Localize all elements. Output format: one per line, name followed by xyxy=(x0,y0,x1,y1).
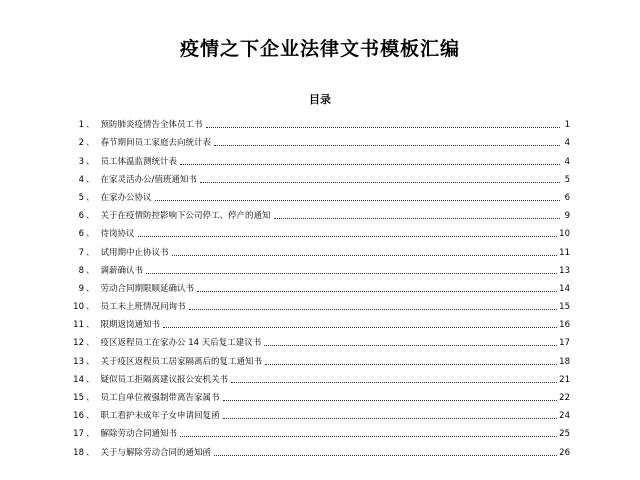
toc-entry-page-number: 14 xyxy=(559,283,570,294)
toc-entry-title: 试用期中止协议书 xyxy=(100,247,169,258)
toc-entry-leader xyxy=(223,400,558,401)
toc-entry-page-number: 11 xyxy=(559,247,570,258)
toc-entry-number: 18 xyxy=(73,447,84,458)
toc-entry-leader xyxy=(264,345,557,346)
toc-entry-page-number: 17 xyxy=(559,338,570,349)
toc-entry-separator: 、 xyxy=(86,302,95,313)
toc-entry-title: 疑似员工拒隔离建议报公安机关书 xyxy=(100,374,229,385)
toc-entry-title: 限期返岗通知书 xyxy=(100,320,161,331)
toc-entry-number: 9 xyxy=(78,283,84,294)
toc-entry-number: 11 xyxy=(73,320,84,331)
toc-entry-page-number: 5 xyxy=(564,174,570,185)
toc-entry[interactable] xyxy=(62,421,570,439)
toc-entry-title: 在家办公协议 xyxy=(100,192,152,203)
toc-entry-title: 劳动合同期限顺延确认书 xyxy=(100,283,195,294)
toc-entry[interactable] xyxy=(62,294,570,312)
toc-entry-number: 15 xyxy=(73,393,84,403)
toc-entry-separator: 、 xyxy=(86,338,95,349)
toc-entry-page-number: 4 xyxy=(564,138,570,149)
toc-entry-number: 6 xyxy=(78,229,84,240)
toc-entry-leader xyxy=(155,200,560,201)
toc-entry-title: 预防肺炎疫情告全体员工书 xyxy=(100,120,203,131)
toc-entry-leader xyxy=(146,273,557,274)
toc-entry-leader xyxy=(180,164,560,165)
toc-entry-leader xyxy=(206,127,560,128)
toc-entry-title: 解除劳动合同通知书 xyxy=(100,429,178,440)
toc-entry-separator: 、 xyxy=(86,320,95,331)
toc-entry-leader xyxy=(265,364,557,365)
toc-entry-leader xyxy=(138,236,558,237)
toc-entry-page-number: 9 xyxy=(564,211,570,222)
toc-entry-leader xyxy=(180,436,557,437)
toc-entry-number: 8 xyxy=(78,265,84,276)
toc-entry[interactable] xyxy=(62,439,570,457)
toc-entry-separator: 、 xyxy=(86,247,95,258)
toc-entry-number: 10 xyxy=(73,302,84,313)
toc-entry-page-number: 1 xyxy=(564,120,570,131)
toc-entry-separator: 、 xyxy=(86,374,95,385)
toc-entry-separator: 、 xyxy=(86,211,95,222)
toc-entry-page-number: 26 xyxy=(559,447,570,458)
toc-entry-title: 春节期间员工家庭去向统计表 xyxy=(100,138,212,149)
toc-entry[interactable] xyxy=(62,239,570,257)
toc-entry-leader xyxy=(214,145,560,146)
toc-entry-page-number: 13 xyxy=(559,265,570,276)
toc-entry-separator: 、 xyxy=(86,283,95,294)
toc-entry-number: 6 xyxy=(78,211,84,222)
toc-entry-page-number: 10 xyxy=(559,229,570,240)
toc-entry[interactable] xyxy=(62,148,570,166)
toc-entry[interactable] xyxy=(62,312,570,330)
toc-entry-page-number: 4 xyxy=(564,156,570,167)
toc-entry-separator: 、 xyxy=(86,393,95,403)
toc-entry-page-number: 25 xyxy=(559,429,570,440)
toc-entry[interactable] xyxy=(62,385,570,403)
toc-entry-title: 待岗协议 xyxy=(100,229,135,240)
toc-entry-separator: 、 xyxy=(86,411,95,422)
toc-entry-number: 4 xyxy=(78,174,84,185)
toc-entry[interactable] xyxy=(62,367,570,385)
toc-entry-number: 1 xyxy=(78,120,84,131)
toc-entry-leader xyxy=(163,327,557,328)
toc-entry-title: 疫区返程员工在家办公 14 天后复工建议书 xyxy=(100,338,262,349)
toc-entry-number: 3 xyxy=(78,156,84,167)
toc-entry-number: 16 xyxy=(73,411,84,422)
toc-entry-leader xyxy=(172,255,558,256)
toc-entry-number: 14 xyxy=(73,374,84,385)
toc-entry-title: 调薪确认书 xyxy=(100,265,144,276)
toc-entry-page-number: 18 xyxy=(559,356,570,367)
toc-entry-page-number: 6 xyxy=(564,192,570,203)
toc-entry[interactable] xyxy=(62,276,570,294)
toc-entry-number: 2 xyxy=(78,138,84,149)
toc-entry[interactable] xyxy=(62,403,570,421)
toc-entry-page-number: 16 xyxy=(559,320,570,331)
toc-entry[interactable] xyxy=(62,167,570,185)
toc-entry-separator: 、 xyxy=(86,120,95,131)
document-title: 疫情之下企业法律文书模板汇编 xyxy=(179,38,460,60)
toc-entry-leader xyxy=(189,309,558,310)
toc-entry[interactable] xyxy=(62,348,570,366)
toc-entry-page-number: 24 xyxy=(559,411,570,422)
toc-entry-leader xyxy=(214,455,557,456)
toc-entry[interactable] xyxy=(62,112,570,130)
toc-entry-separator: 、 xyxy=(86,265,95,276)
toc-entry-title: 员工自单位被强制带离告家属书 xyxy=(100,393,220,403)
toc-entry-separator: 、 xyxy=(86,138,95,149)
toc-entry-leader xyxy=(231,382,557,383)
toc-entry-title: 关于疫区返程员工居家隔离后的复工通知书 xyxy=(100,356,263,367)
toc-entry-title: 员工未上班情况问询书 xyxy=(100,302,186,313)
toc-entry-separator: 、 xyxy=(86,356,95,367)
toc-entry-number: 12 xyxy=(73,338,84,349)
toc-entry-title: 关于与解除劳动合同的通知函 xyxy=(100,447,212,458)
toc-entry-leader xyxy=(223,418,558,419)
toc-entry-number: 17 xyxy=(73,429,84,440)
toc-entry-leader xyxy=(200,182,560,183)
toc-heading: 目录 xyxy=(309,93,331,106)
toc-entry-title: 关于在疫情防控影响下公司停工、停产的通知 xyxy=(100,211,271,222)
toc-entry[interactable] xyxy=(62,203,570,221)
toc-entry-leader xyxy=(274,218,560,219)
toc-entry-number: 13 xyxy=(73,356,84,367)
table-of-contents xyxy=(62,112,570,458)
toc-entry-page-number: 15 xyxy=(559,302,570,313)
toc-entry-separator: 、 xyxy=(86,192,95,203)
toc-entry[interactable] xyxy=(62,185,570,203)
toc-entry-title: 员工体温监测统计表 xyxy=(100,156,178,167)
toc-entry-number: 7 xyxy=(78,247,84,258)
toc-entry-separator: 、 xyxy=(86,156,95,167)
toc-entry-leader xyxy=(197,291,557,292)
toc-entry-separator: 、 xyxy=(86,229,95,240)
toc-entry[interactable] xyxy=(62,221,570,239)
toc-entry-number: 5 xyxy=(78,192,84,203)
toc-entry-separator: 、 xyxy=(86,174,95,185)
toc-entry-separator: 、 xyxy=(86,447,95,458)
toc-entry-title: 在家灵活办公/值班通知书 xyxy=(100,174,197,185)
toc-entry[interactable] xyxy=(62,330,570,348)
toc-entry[interactable] xyxy=(62,258,570,276)
toc-entry-title: 职工看护未成年子女申请回复函 xyxy=(100,411,220,422)
toc-entry-page-number: 21 xyxy=(559,374,570,385)
toc-entry-page-number: 22 xyxy=(559,393,570,403)
toc-entry-separator: 、 xyxy=(86,429,95,440)
toc-entry[interactable] xyxy=(62,130,570,148)
